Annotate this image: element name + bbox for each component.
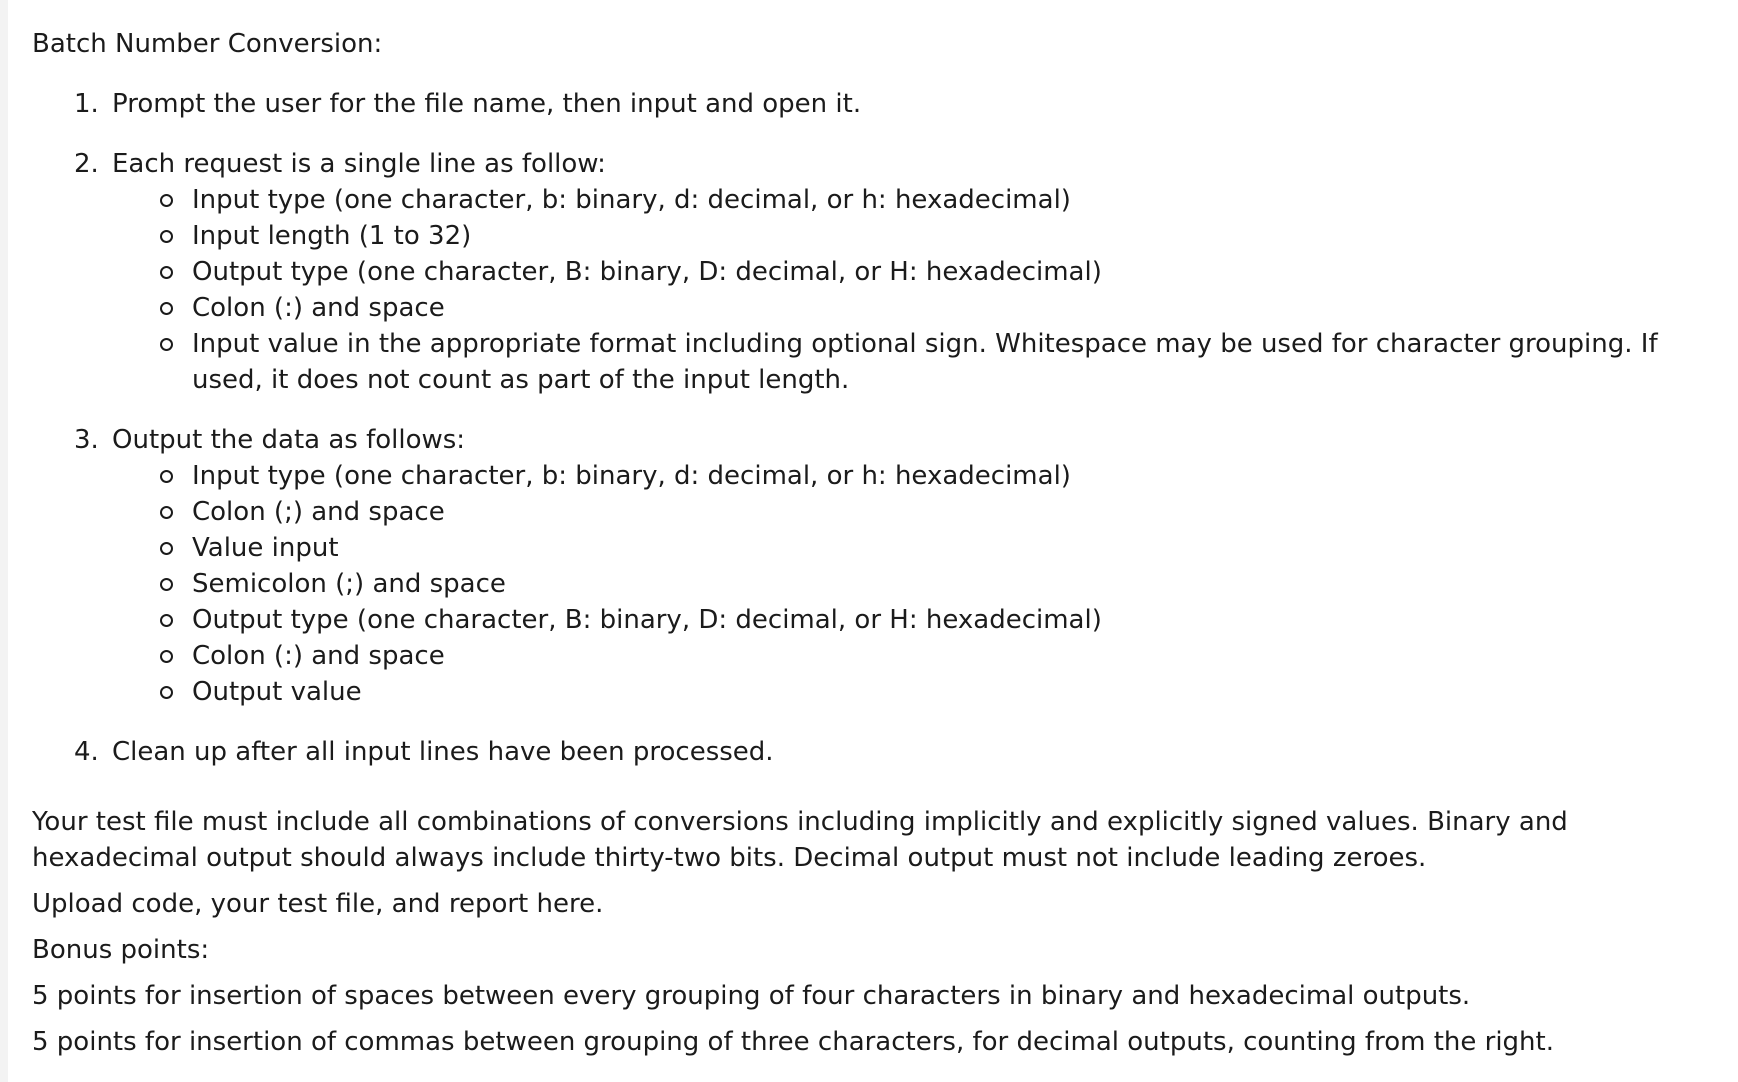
sub-item (112, 458, 1718, 494)
sub-item (112, 602, 1718, 638)
sub-item-text: Value input (192, 533, 339, 563)
bonus-item: 5 points for insertion of spaces between every grouping of four characters in binary and hexadecimal outputs. (32, 981, 1471, 1011)
step-text: Clean up after all input lines have been processed. (112, 737, 774, 767)
sub-item (112, 566, 1718, 602)
sub-item (112, 530, 1718, 566)
left-margin-rule (0, 0, 8, 1082)
circle-bullet-icon (160, 338, 173, 351)
sub-item-text: Semicolon (;) and space (192, 569, 506, 599)
step-item (32, 86, 1718, 122)
circle-bullet-icon (160, 686, 173, 699)
sub-item-text: Colon (:) and space (192, 641, 445, 671)
sub-item-text: Input type (one character, b: binary, d: decimal, or h: hexadecimal) (192, 461, 1071, 491)
sub-item (112, 254, 1718, 290)
step-item (32, 422, 1718, 710)
step-text: Each request is a single line as follow: (112, 149, 606, 179)
sub-item (112, 290, 1718, 326)
circle-bullet-icon (160, 230, 173, 243)
sub-item (112, 326, 1718, 398)
sub-item (112, 638, 1718, 674)
sub-item-text: Colon (;) and space (192, 497, 445, 527)
sub-item (112, 182, 1718, 218)
page-heading: Batch Number Conversion: (32, 29, 383, 59)
bonus-heading: Bonus points: (32, 935, 210, 965)
sub-item-text: Colon (:) and space (192, 293, 445, 323)
step-text: Prompt the user for the file name, then input and open it. (112, 89, 862, 119)
requirements-paragraph: Your test file must include all combinations of conversions including implicitly and explicitly signed values. Binary and hexadecimal output should always include thirty-two bits. Decimal output must not include leading zeroes. (32, 807, 1568, 873)
sub-item-text: Output type (one character, B: binary, D: decimal, or H: hexadecimal) (192, 257, 1102, 287)
step-text: Output the data as follows: (112, 425, 466, 455)
circle-bullet-icon (160, 506, 173, 519)
step-item (32, 734, 1718, 770)
sub-item (112, 218, 1718, 254)
step-item (32, 146, 1718, 398)
circle-bullet-icon (160, 578, 173, 591)
circle-bullet-icon (160, 302, 173, 315)
step-number: 2. (74, 149, 99, 179)
sub-item (112, 674, 1718, 710)
circle-bullet-icon (160, 614, 173, 627)
circle-bullet-icon (160, 542, 173, 555)
upload-instruction: Upload code, your test file, and report here. (32, 889, 604, 919)
sub-item-text: Output type (one character, B: binary, D: decimal, or H: hexadecimal) (192, 605, 1102, 635)
circle-bullet-icon (160, 650, 173, 663)
sub-item-text: Input length (1 to 32) (192, 221, 472, 251)
bonus-item: 5 points for insertion of commas between grouping of three characters, for decimal outputs, counting from the right. (32, 1027, 1554, 1057)
steps-list (32, 86, 1718, 770)
step-number: 1. (74, 89, 99, 119)
step-number: 4. (74, 737, 99, 767)
circle-bullet-icon (160, 194, 173, 207)
sub-list (112, 182, 1718, 398)
circle-bullet-icon (160, 470, 173, 483)
circle-bullet-icon (160, 266, 173, 279)
sub-item-text: Input type (one character, b: binary, d: decimal, or h: hexadecimal) (192, 185, 1071, 215)
step-number: 3. (74, 425, 99, 455)
sub-item-text: Output value (192, 677, 362, 707)
sub-item (112, 494, 1718, 530)
sub-item-text: Input value in the appropriate format including optional sign. Whitespace may be used for character grouping. If used, it does not count as part of the input length. (192, 329, 1658, 395)
sub-list (112, 458, 1718, 710)
